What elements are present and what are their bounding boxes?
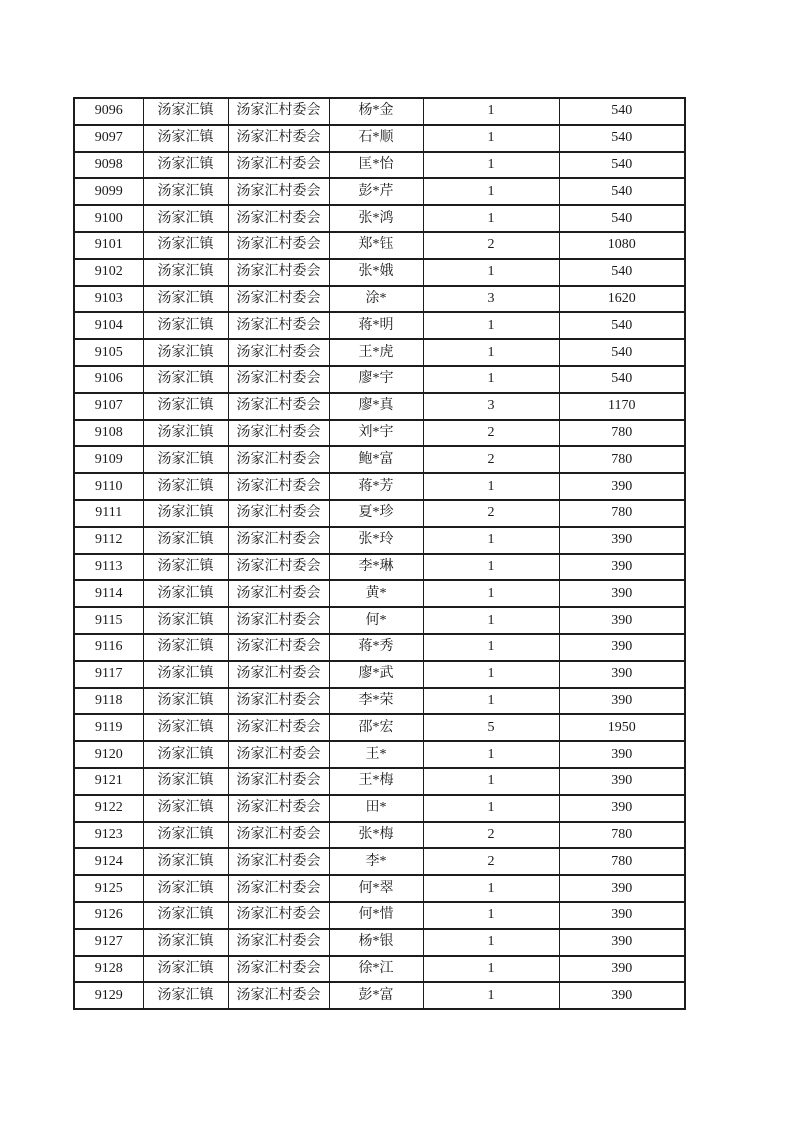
table-row <box>74 848 685 875</box>
cell-amount: 540 <box>559 339 685 366</box>
cell-village: 汤家汇村委会 <box>228 580 329 607</box>
cell-count: 1 <box>423 902 559 929</box>
cell-town: 汤家汇镇 <box>143 634 228 661</box>
cell-amount: 390 <box>559 875 685 902</box>
cell-amount: 390 <box>559 741 685 768</box>
cell-town: 汤家汇镇 <box>143 929 228 956</box>
cell-town: 汤家汇镇 <box>143 741 228 768</box>
cell-town: 汤家汇镇 <box>143 178 228 205</box>
cell-name: 邵*宏 <box>329 714 423 741</box>
cell-amount: 390 <box>559 634 685 661</box>
cell-id: 9112 <box>74 527 143 554</box>
cell-name: 杨*金 <box>329 98 423 125</box>
cell-town: 汤家汇镇 <box>143 205 228 232</box>
cell-town: 汤家汇镇 <box>143 446 228 473</box>
cell-name: 蒋*芳 <box>329 473 423 500</box>
cell-id: 9096 <box>74 98 143 125</box>
cell-town: 汤家汇镇 <box>143 848 228 875</box>
cell-count: 1 <box>423 982 559 1009</box>
cell-amount: 1620 <box>559 286 685 313</box>
cell-town: 汤家汇镇 <box>143 152 228 179</box>
cell-name: 王*梅 <box>329 768 423 795</box>
cell-count: 2 <box>423 446 559 473</box>
cell-village: 汤家汇村委会 <box>228 875 329 902</box>
table-row <box>74 232 685 259</box>
cell-id: 9128 <box>74 956 143 983</box>
cell-amount: 780 <box>559 446 685 473</box>
table-row <box>74 473 685 500</box>
cell-id: 9114 <box>74 580 143 607</box>
table-row <box>74 152 685 179</box>
cell-town: 汤家汇镇 <box>143 286 228 313</box>
cell-id: 9117 <box>74 661 143 688</box>
cell-amount: 390 <box>559 768 685 795</box>
cell-amount: 390 <box>559 688 685 715</box>
cell-village: 汤家汇村委会 <box>228 473 329 500</box>
cell-name: 涂* <box>329 286 423 313</box>
cell-id: 9107 <box>74 393 143 420</box>
cell-count: 1 <box>423 795 559 822</box>
cell-town: 汤家汇镇 <box>143 312 228 339</box>
cell-town: 汤家汇镇 <box>143 607 228 634</box>
cell-village: 汤家汇村委会 <box>228 822 329 849</box>
cell-name: 石*顺 <box>329 125 423 152</box>
cell-village: 汤家汇村委会 <box>228 393 329 420</box>
cell-id: 9120 <box>74 741 143 768</box>
cell-amount: 780 <box>559 500 685 527</box>
cell-id: 9110 <box>74 473 143 500</box>
table-row <box>74 205 685 232</box>
table-row <box>74 661 685 688</box>
cell-village: 汤家汇村委会 <box>228 446 329 473</box>
cell-name: 鲍*富 <box>329 446 423 473</box>
cell-id: 9121 <box>74 768 143 795</box>
cell-name: 李* <box>329 848 423 875</box>
cell-amount: 390 <box>559 956 685 983</box>
cell-id: 9125 <box>74 875 143 902</box>
cell-amount: 780 <box>559 420 685 447</box>
cell-town: 汤家汇镇 <box>143 98 228 125</box>
cell-name: 夏*珍 <box>329 500 423 527</box>
cell-town: 汤家汇镇 <box>143 661 228 688</box>
table-row <box>74 500 685 527</box>
cell-amount: 540 <box>559 125 685 152</box>
cell-village: 汤家汇村委会 <box>228 312 329 339</box>
cell-amount: 540 <box>559 152 685 179</box>
cell-name: 王*虎 <box>329 339 423 366</box>
cell-name: 黄* <box>329 580 423 607</box>
cell-count: 1 <box>423 125 559 152</box>
cell-name: 廖*武 <box>329 661 423 688</box>
cell-town: 汤家汇镇 <box>143 473 228 500</box>
table-row <box>74 98 685 125</box>
cell-village: 汤家汇村委会 <box>228 795 329 822</box>
cell-id: 9097 <box>74 125 143 152</box>
cell-id: 9109 <box>74 446 143 473</box>
cell-count: 5 <box>423 714 559 741</box>
cell-town: 汤家汇镇 <box>143 875 228 902</box>
table-row <box>74 446 685 473</box>
cell-town: 汤家汇镇 <box>143 688 228 715</box>
cell-village: 汤家汇村委会 <box>228 554 329 581</box>
cell-amount: 540 <box>559 366 685 393</box>
cell-count: 1 <box>423 956 559 983</box>
payment-table <box>73 97 686 1010</box>
cell-id: 9103 <box>74 286 143 313</box>
cell-village: 汤家汇村委会 <box>228 178 329 205</box>
cell-id: 9101 <box>74 232 143 259</box>
cell-name: 王* <box>329 741 423 768</box>
table-row <box>74 366 685 393</box>
cell-name: 廖*真 <box>329 393 423 420</box>
cell-count: 1 <box>423 607 559 634</box>
cell-village: 汤家汇村委会 <box>228 929 329 956</box>
table-row <box>74 178 685 205</box>
cell-count: 3 <box>423 393 559 420</box>
table-row <box>74 929 685 956</box>
cell-name: 李*荣 <box>329 688 423 715</box>
cell-village: 汤家汇村委会 <box>228 607 329 634</box>
cell-id: 9099 <box>74 178 143 205</box>
cell-village: 汤家汇村委会 <box>228 661 329 688</box>
cell-count: 1 <box>423 178 559 205</box>
cell-count: 1 <box>423 339 559 366</box>
cell-village: 汤家汇村委会 <box>228 902 329 929</box>
cell-count: 1 <box>423 580 559 607</box>
cell-amount: 540 <box>559 312 685 339</box>
cell-id: 9113 <box>74 554 143 581</box>
cell-name: 匡*怡 <box>329 152 423 179</box>
cell-village: 汤家汇村委会 <box>228 125 329 152</box>
cell-village: 汤家汇村委会 <box>228 688 329 715</box>
cell-id: 9129 <box>74 982 143 1009</box>
cell-name: 张*梅 <box>329 822 423 849</box>
cell-id: 9118 <box>74 688 143 715</box>
cell-amount: 390 <box>559 580 685 607</box>
cell-name: 彭*富 <box>329 982 423 1009</box>
cell-amount: 1080 <box>559 232 685 259</box>
table-row <box>74 259 685 286</box>
cell-count: 1 <box>423 741 559 768</box>
cell-village: 汤家汇村委会 <box>228 848 329 875</box>
table-row <box>74 688 685 715</box>
cell-count: 1 <box>423 554 559 581</box>
cell-village: 汤家汇村委会 <box>228 500 329 527</box>
cell-name: 何* <box>329 607 423 634</box>
cell-id: 9102 <box>74 259 143 286</box>
cell-id: 9119 <box>74 714 143 741</box>
table-row <box>74 822 685 849</box>
cell-amount: 390 <box>559 607 685 634</box>
cell-name: 廖*宇 <box>329 366 423 393</box>
cell-amount: 1170 <box>559 393 685 420</box>
cell-town: 汤家汇镇 <box>143 259 228 286</box>
cell-town: 汤家汇镇 <box>143 902 228 929</box>
cell-name: 蒋*明 <box>329 312 423 339</box>
cell-town: 汤家汇镇 <box>143 125 228 152</box>
cell-id: 9115 <box>74 607 143 634</box>
table-row <box>74 393 685 420</box>
cell-count: 1 <box>423 661 559 688</box>
cell-count: 1 <box>423 768 559 795</box>
cell-id: 9126 <box>74 902 143 929</box>
cell-id: 9127 <box>74 929 143 956</box>
cell-count: 2 <box>423 848 559 875</box>
table-row <box>74 741 685 768</box>
cell-count: 1 <box>423 688 559 715</box>
cell-town: 汤家汇镇 <box>143 822 228 849</box>
cell-id: 9104 <box>74 312 143 339</box>
cell-town: 汤家汇镇 <box>143 768 228 795</box>
cell-name: 张*娥 <box>329 259 423 286</box>
cell-amount: 780 <box>559 848 685 875</box>
cell-id: 9108 <box>74 420 143 447</box>
cell-village: 汤家汇村委会 <box>228 634 329 661</box>
cell-count: 2 <box>423 822 559 849</box>
cell-id: 9111 <box>74 500 143 527</box>
cell-amount: 390 <box>559 795 685 822</box>
cell-village: 汤家汇村委会 <box>228 286 329 313</box>
cell-amount: 540 <box>559 205 685 232</box>
cell-town: 汤家汇镇 <box>143 795 228 822</box>
cell-count: 1 <box>423 929 559 956</box>
cell-name: 杨*银 <box>329 929 423 956</box>
cell-town: 汤家汇镇 <box>143 714 228 741</box>
cell-village: 汤家汇村委会 <box>228 232 329 259</box>
cell-count: 1 <box>423 366 559 393</box>
cell-town: 汤家汇镇 <box>143 527 228 554</box>
table-row <box>74 768 685 795</box>
cell-village: 汤家汇村委会 <box>228 205 329 232</box>
cell-count: 1 <box>423 259 559 286</box>
cell-village: 汤家汇村委会 <box>228 741 329 768</box>
table-row <box>74 634 685 661</box>
cell-name: 徐*江 <box>329 956 423 983</box>
table-row <box>74 875 685 902</box>
table-row <box>74 527 685 554</box>
table-row <box>74 125 685 152</box>
cell-village: 汤家汇村委会 <box>228 152 329 179</box>
cell-id: 9106 <box>74 366 143 393</box>
cell-count: 1 <box>423 312 559 339</box>
cell-count: 2 <box>423 232 559 259</box>
cell-name: 蒋*秀 <box>329 634 423 661</box>
cell-town: 汤家汇镇 <box>143 232 228 259</box>
cell-village: 汤家汇村委会 <box>228 956 329 983</box>
cell-town: 汤家汇镇 <box>143 339 228 366</box>
cell-id: 9123 <box>74 822 143 849</box>
cell-name: 张*鸿 <box>329 205 423 232</box>
table-body <box>74 98 685 1009</box>
cell-town: 汤家汇镇 <box>143 554 228 581</box>
cell-id: 9116 <box>74 634 143 661</box>
cell-amount: 780 <box>559 822 685 849</box>
table-row <box>74 420 685 447</box>
cell-count: 1 <box>423 205 559 232</box>
cell-id: 9124 <box>74 848 143 875</box>
cell-count: 1 <box>423 152 559 179</box>
table-row <box>74 956 685 983</box>
table-row <box>74 286 685 313</box>
cell-count: 1 <box>423 875 559 902</box>
table-row <box>74 580 685 607</box>
cell-village: 汤家汇村委会 <box>228 420 329 447</box>
cell-village: 汤家汇村委会 <box>228 982 329 1009</box>
cell-village: 汤家汇村委会 <box>228 527 329 554</box>
cell-id: 9100 <box>74 205 143 232</box>
table-row <box>74 339 685 366</box>
cell-amount: 390 <box>559 554 685 581</box>
cell-count: 2 <box>423 420 559 447</box>
cell-village: 汤家汇村委会 <box>228 714 329 741</box>
cell-count: 2 <box>423 500 559 527</box>
cell-town: 汤家汇镇 <box>143 956 228 983</box>
cell-town: 汤家汇镇 <box>143 420 228 447</box>
cell-count: 1 <box>423 473 559 500</box>
cell-amount: 390 <box>559 473 685 500</box>
cell-town: 汤家汇镇 <box>143 500 228 527</box>
cell-amount: 390 <box>559 982 685 1009</box>
table-row <box>74 312 685 339</box>
cell-amount: 540 <box>559 98 685 125</box>
cell-name: 田* <box>329 795 423 822</box>
cell-amount: 1950 <box>559 714 685 741</box>
cell-village: 汤家汇村委会 <box>228 339 329 366</box>
cell-village: 汤家汇村委会 <box>228 98 329 125</box>
cell-town: 汤家汇镇 <box>143 393 228 420</box>
cell-count: 1 <box>423 98 559 125</box>
cell-village: 汤家汇村委会 <box>228 366 329 393</box>
table-row <box>74 554 685 581</box>
cell-name: 刘*宇 <box>329 420 423 447</box>
cell-amount: 540 <box>559 178 685 205</box>
cell-amount: 540 <box>559 259 685 286</box>
cell-name: 何*惜 <box>329 902 423 929</box>
cell-town: 汤家汇镇 <box>143 580 228 607</box>
cell-amount: 390 <box>559 527 685 554</box>
cell-village: 汤家汇村委会 <box>228 768 329 795</box>
cell-name: 张*玲 <box>329 527 423 554</box>
table-row <box>74 714 685 741</box>
cell-town: 汤家汇镇 <box>143 982 228 1009</box>
cell-id: 9098 <box>74 152 143 179</box>
cell-amount: 390 <box>559 929 685 956</box>
table-row <box>74 795 685 822</box>
cell-name: 李*琳 <box>329 554 423 581</box>
cell-count: 3 <box>423 286 559 313</box>
cell-village: 汤家汇村委会 <box>228 259 329 286</box>
cell-name: 郑*钰 <box>329 232 423 259</box>
table-row <box>74 902 685 929</box>
cell-amount: 390 <box>559 902 685 929</box>
table-row <box>74 607 685 634</box>
cell-amount: 390 <box>559 661 685 688</box>
cell-name: 何*翠 <box>329 875 423 902</box>
cell-id: 9105 <box>74 339 143 366</box>
cell-id: 9122 <box>74 795 143 822</box>
cell-count: 1 <box>423 634 559 661</box>
cell-count: 1 <box>423 527 559 554</box>
cell-name: 彭*芹 <box>329 178 423 205</box>
cell-town: 汤家汇镇 <box>143 366 228 393</box>
table-row <box>74 982 685 1009</box>
